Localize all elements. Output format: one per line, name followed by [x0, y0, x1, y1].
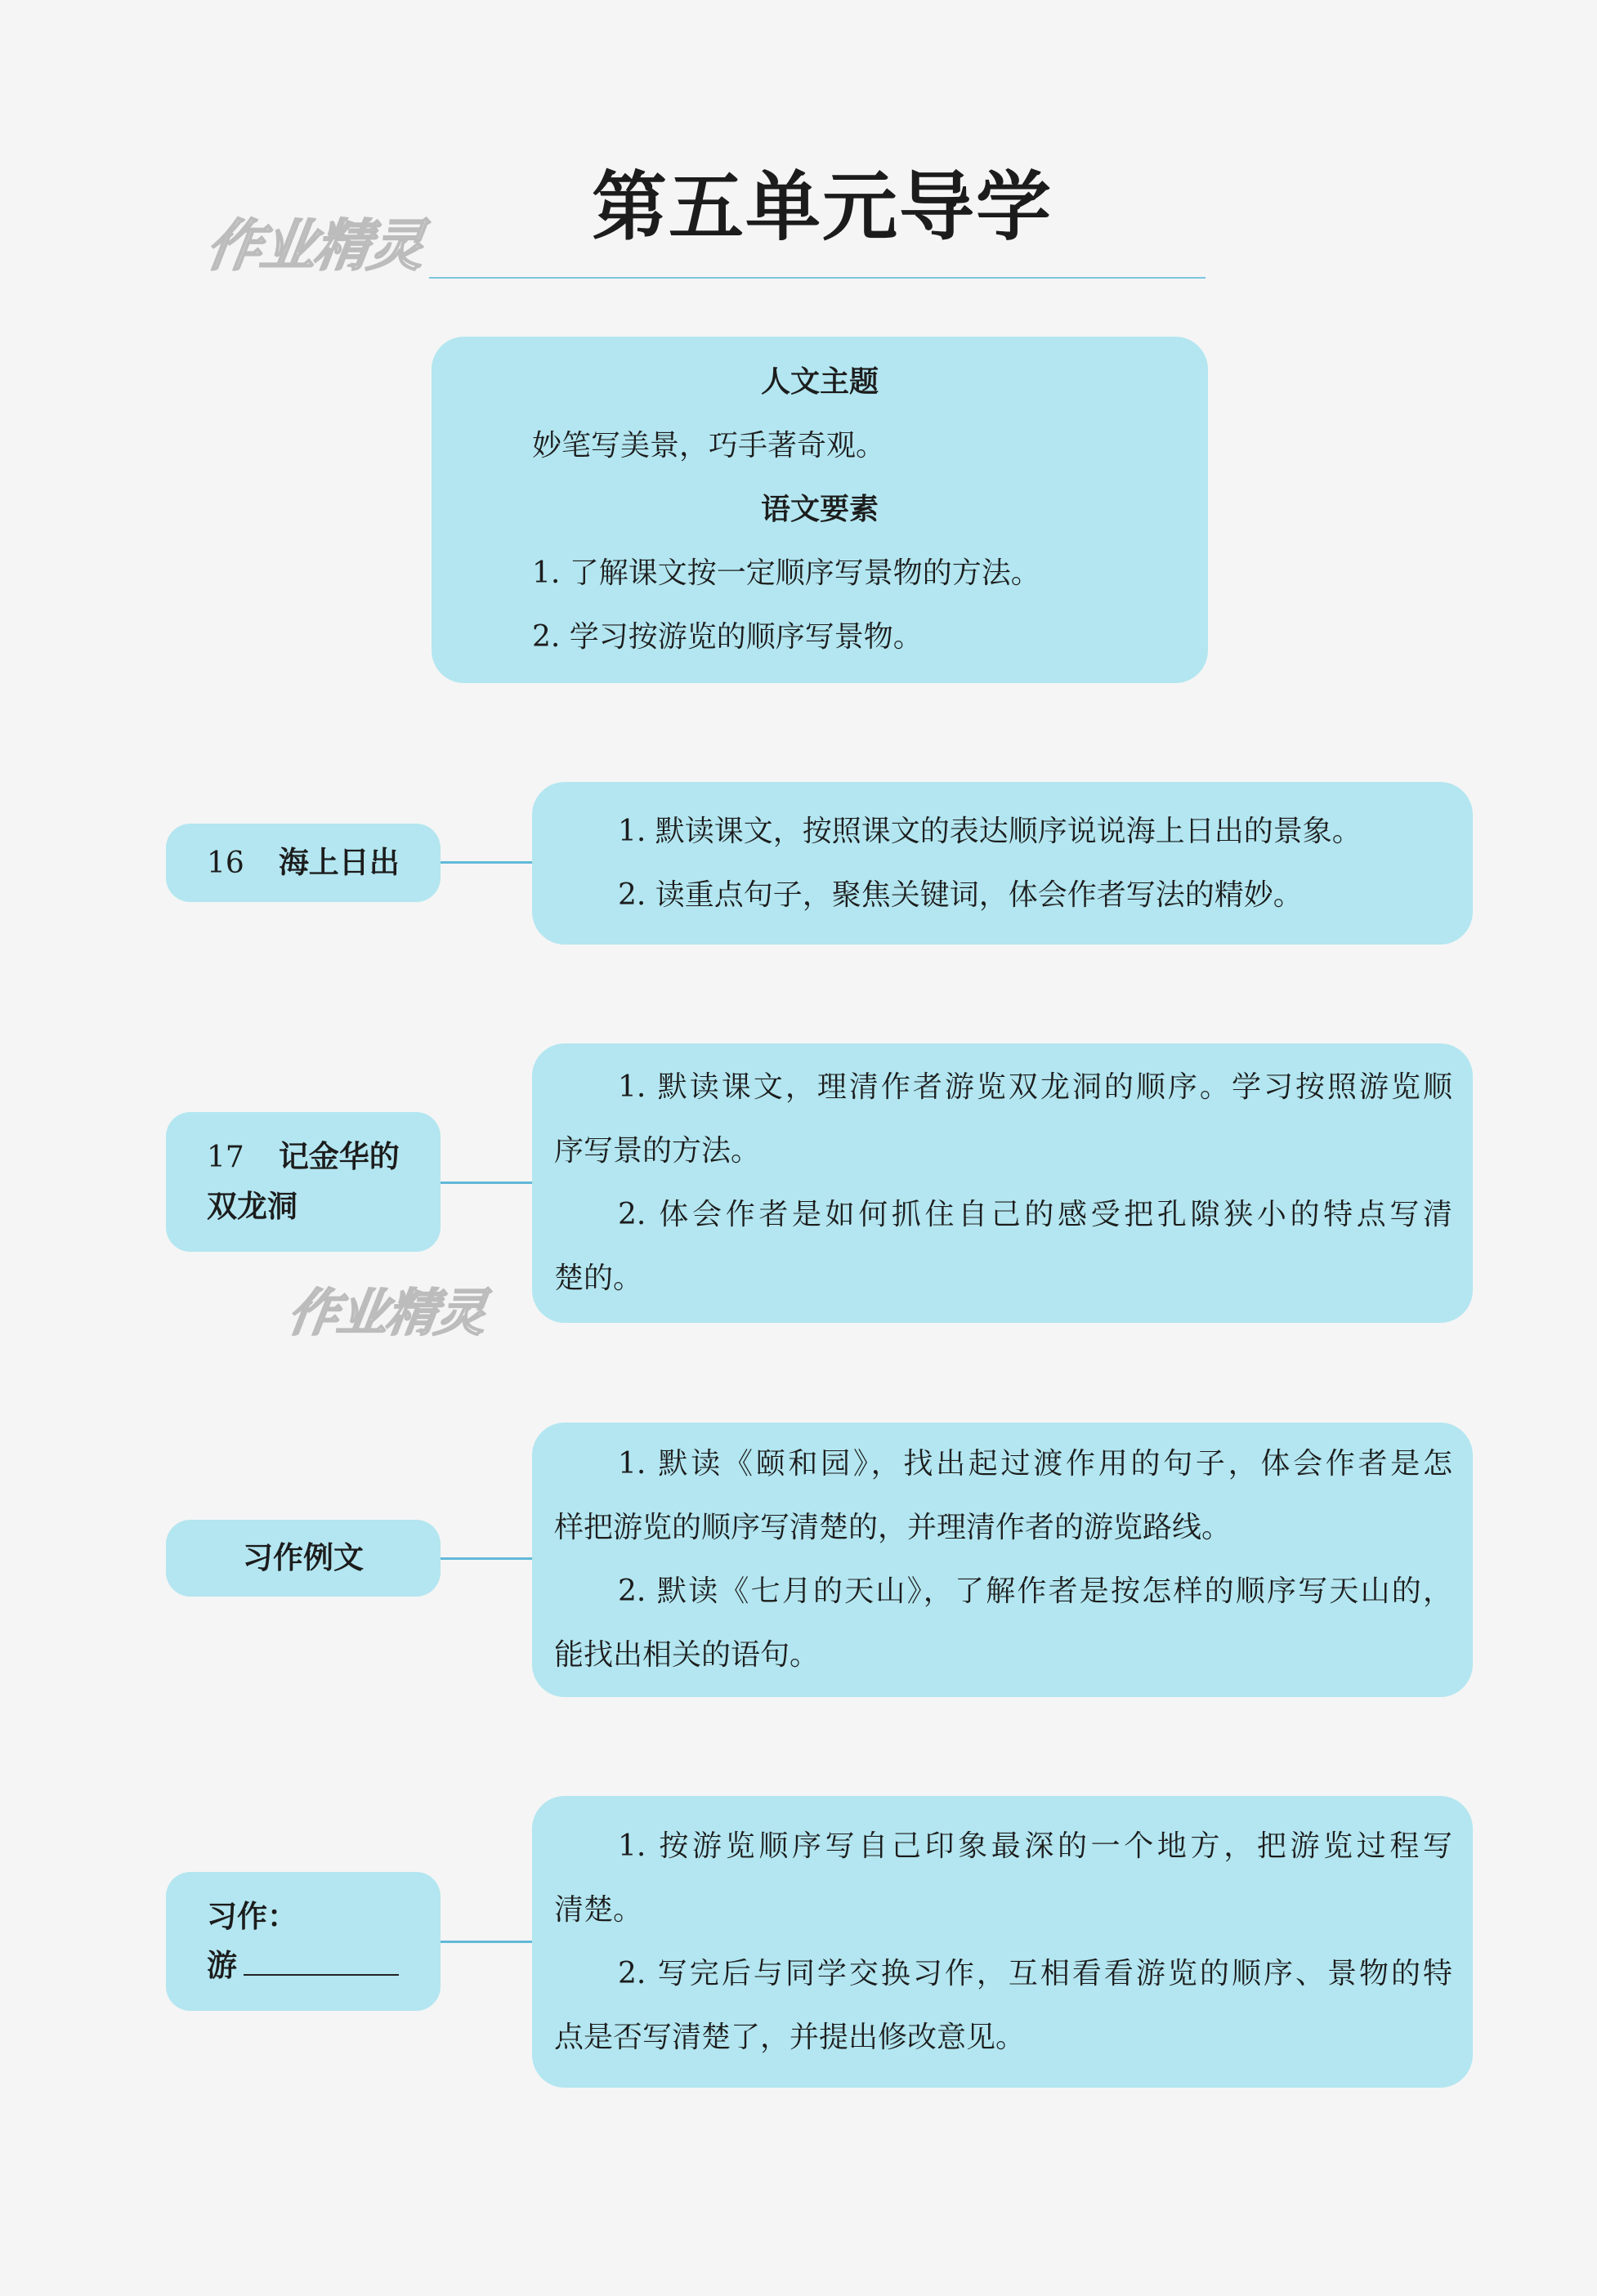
- goal-line: 1. 默读课文，理清作者游览双龙洞的顺序。学习按照游览顺: [618, 1070, 1452, 1104]
- goal-item: [554, 1432, 1452, 1560]
- watermark-logo: 作业精灵: [284, 1283, 490, 1342]
- lesson-label-writing: [166, 1872, 441, 2011]
- page-title: 第五单元导学: [591, 163, 1053, 251]
- goal-line: 1. 默读课文，按照课文的表达顺序说说海上日出的景象。: [618, 814, 1362, 848]
- language-element-item: 1. 了解课文按一定顺序写景物的方法。: [532, 556, 1040, 590]
- lesson-number: 17: [207, 1141, 244, 1174]
- lesson-number: 16: [207, 846, 244, 880]
- lesson-label-16: [166, 824, 441, 902]
- connector-line: [441, 861, 532, 864]
- goal-line: 楚的。: [554, 1262, 643, 1295]
- lesson-goals-box-example-essays: [532, 1423, 1473, 1697]
- lesson-name: 双龙洞: [207, 1189, 297, 1224]
- lesson-title-line: [243, 1534, 364, 1583]
- lesson-title-line: [207, 1182, 441, 1231]
- goal-line: 样把游览的顺序写清楚的，并理清作者的游览路线。: [554, 1511, 1232, 1544]
- lesson-goals-box-16: [532, 782, 1473, 945]
- goal-line: 序写景的方法。: [554, 1134, 761, 1168]
- lesson-label-example-essays: [166, 1520, 441, 1597]
- goal-line: 清楚。: [554, 1892, 643, 1927]
- unit-overview-box: [432, 337, 1208, 683]
- goal-item: [554, 1560, 1452, 1687]
- goal-line: 2. 体会作者是如何抓住自己的感受把孔隙狭小的特点写清: [618, 1198, 1452, 1231]
- lesson-name: 习作：: [207, 1899, 297, 1934]
- goal-line: 2. 读重点句子，聚焦关键词，体会作者写法的精妙。: [618, 878, 1303, 912]
- theme-text: 妙笔写美景，巧手著奇观。: [532, 429, 886, 462]
- lesson-label-17: [166, 1112, 441, 1252]
- goal-item: [554, 1056, 1452, 1183]
- goal-line: 点是否写清楚了，并提出修改意见。: [554, 2020, 1026, 2054]
- fill-in-blank: [244, 1946, 399, 1976]
- lesson-name: 海上日出: [278, 844, 400, 880]
- goal-line: 2. 默读《七月的天山》，了解作者是按怎样的顺序写天山的，: [618, 1575, 1452, 1608]
- title-underline: [429, 277, 1206, 279]
- lesson-goals-box-writing: [532, 1796, 1473, 2088]
- goal-item: [554, 800, 1452, 864]
- goal-line: 1. 默读《颐和园》，找出起过渡作用的句子，体会作者是怎: [618, 1447, 1452, 1481]
- theme-heading: 人文主题: [760, 365, 879, 399]
- goal-item: [554, 1942, 1452, 2070]
- lesson-name: 游: [207, 1948, 237, 1983]
- language-elements-heading: 语文要素: [760, 493, 879, 526]
- lesson-name: 记金华的: [278, 1139, 400, 1174]
- connector-line: [441, 1557, 532, 1560]
- goal-line: 1. 按游览顺序写自己印象最深的一个地方，把游览过程写: [618, 1829, 1452, 1863]
- lesson-title-line: [207, 1941, 441, 1990]
- watermark-logo: 作业精灵: [202, 214, 427, 279]
- language-element-item: 2. 学习按游览的顺序写景物。: [532, 620, 923, 654]
- lesson-name: 习作例文: [243, 1540, 364, 1575]
- goal-line: 2. 写完后与同学交换习作，互相看看游览的顺序、景物的特: [618, 1956, 1452, 1990]
- lesson-title-line: [207, 1892, 441, 1941]
- goal-line: 能找出相关的语句。: [554, 1638, 820, 1672]
- connector-line: [441, 1182, 532, 1184]
- goal-item: [554, 1815, 1452, 1942]
- goal-item: [554, 864, 1452, 927]
- lesson-title-line: [207, 1132, 441, 1182]
- connector-line: [441, 1941, 532, 1943]
- goal-item: [554, 1183, 1452, 1311]
- lesson-title-line: [207, 838, 441, 888]
- lesson-goals-box-17: [532, 1043, 1473, 1323]
